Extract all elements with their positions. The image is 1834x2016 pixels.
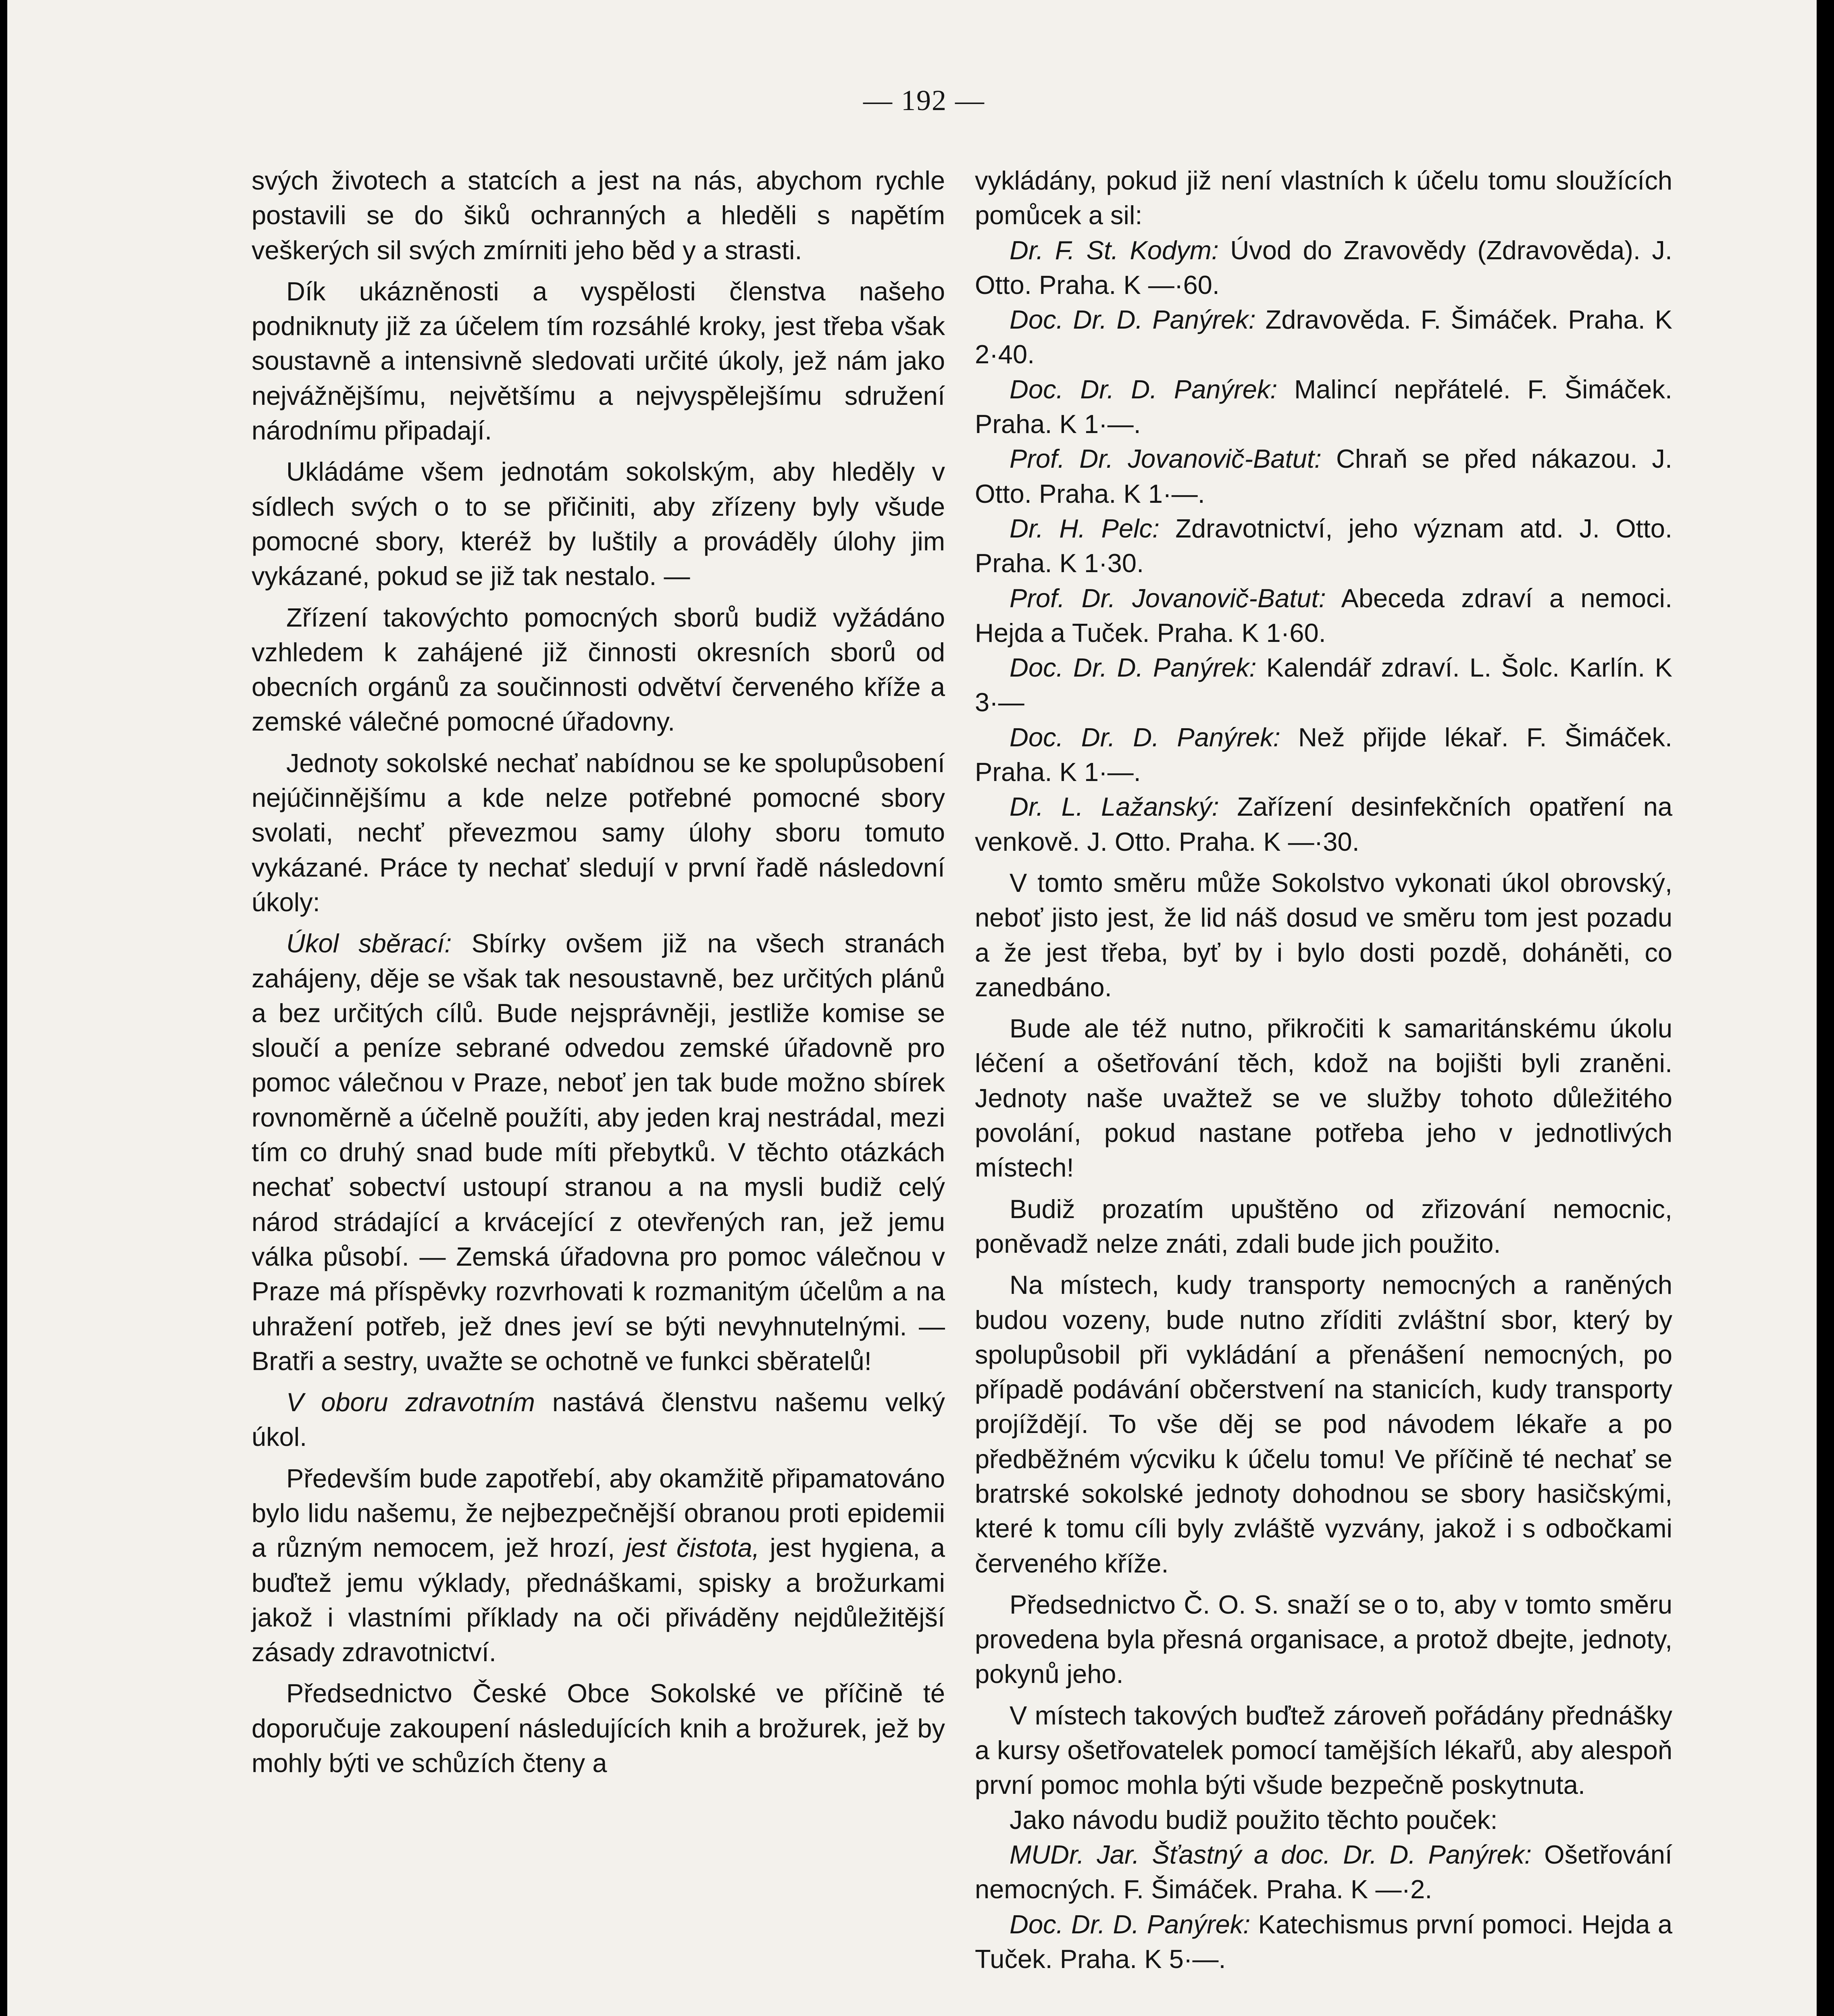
paragraph: Předsednictvo Č. O. S. snaží se o to, aby v tomto směru provedena byla přesná organisace, a protož dbejte, jednoty, pokynů jeho. xyxy=(975,1589,1672,1689)
paragraph xyxy=(252,1385,945,1455)
reference-author: Doc. Dr. D. Panýrek: xyxy=(1010,653,1257,683)
paragraph-text: Sbírky ovšem již na všech stranách zahájeny, děje se však tak nesoustavně, bez určitých plánů a bez určitých cílů. Bude nejsprávněji, jestliže komise se sloučí a peníze sebrané odvedou zemské úřadovně pro pomoc válečnou v Praze, neboť jen tak bude možno sbírek rovnoměrně a účelně použíti, aby jeden kraj nestrádal, mezi tím co druhý snad bude míti přebytků. V těchto otázkách nechať sobectví ustoupí stranou a na mysli budiž celý národ strádající a krvácející z otevřených ran, jež jemu válka působí. — Zemská úřadovna pro pomoc válečnou v Praze má příspěvky rozvrhovati k rozmanitým účelům a na uhražení potřeb, jež dnes jeví se býti nevyhnutelnými. — Bratři a sestry, uvažte se ochotně ve funkci sběratelů! xyxy=(252,929,945,1376)
reference-author: Doc. Dr. D. Panýrek: xyxy=(1010,722,1280,752)
reference-list xyxy=(975,233,1672,859)
paragraph: Budiž prozatím upuštěno od zřizování nemocnic, poněvadž nelze znáti, zdali bude jich použito. xyxy=(975,1194,1672,1258)
reference-author: Doc. Dr. D. Panýrek: xyxy=(1010,374,1278,404)
reference-details: Katechismus první pomoci. Hejda a Tuček. Praha. K 5·—. xyxy=(975,1909,1672,1974)
reference-details: Ošetřování nemocných. F. Šimáček. Praha. K —·2. xyxy=(975,1839,1672,1904)
reference-entry xyxy=(975,372,1672,442)
paragraph: Jako návodu budiž použito těchto pouček: xyxy=(1010,1805,1498,1835)
reference-details: Zařízení desinfekčních opatření na venkově. J. Otto. Praha. K —·30. xyxy=(975,792,1672,856)
reference-author: Prof. Dr. Jovanovič-Batut: xyxy=(1010,583,1326,613)
reference-entry xyxy=(975,302,1672,372)
reference-details: Zdravověda. F. Šimáček. Praha. K 2·40. xyxy=(975,305,1672,369)
reference-author: Doc. Dr. D. Panýrek: xyxy=(1010,305,1256,335)
reference-details: Než přijde lékař. F. Šimáček. Praha. K 1·—. xyxy=(975,722,1672,787)
reference-entry xyxy=(975,1837,1672,1907)
paragraph: Dík ukázněnosti a vyspělosti členstva našeho podniknuty již za účelem tím rozsáhlé kroky, jest třeba však soustavně a intensivně sledovati určité úkoly, jež nám jako nejvážnějšímu, největšímu a nejvyspělejšímu sdružení národnímu připadají. xyxy=(252,276,945,446)
paragraph-text: Především bude zapotřebí, aby okamžitě připamatováno bylo lidu našemu, že nejbezpečnější obranou proti epidemii a různým nemocem, jež hrozí, xyxy=(252,1463,945,1563)
section-lead: V oboru zdravotním xyxy=(286,1387,535,1417)
reference-author: Doc. Dr. D. Panýrek: xyxy=(1010,1909,1251,1939)
reference-entry xyxy=(975,650,1672,720)
reference-list xyxy=(975,1837,1672,1976)
reference-author: MUDr. Jar. Šťastný a doc. Dr. D. Panýrek: xyxy=(1010,1839,1532,1869)
reference-entry xyxy=(975,789,1672,859)
paragraph-text: jest hygiena, a buďtež jemu výklady, přednáškami, spisky a brožurkami jakož i vlastními příklady na oči přiváděny nejdůležitější zásady zdravotnictví. xyxy=(252,1533,945,1667)
scanned-page xyxy=(7,0,1817,2016)
paragraph-text: nastává členstvu našemu velký úkol. xyxy=(252,1387,945,1452)
reference-details: Chraň se před nákazou. J. Otto. Praha. K 1·—. xyxy=(975,444,1672,508)
reference-details: Malincí nepřátelé. F. Šimáček. Praha. K 1·—. xyxy=(975,374,1672,439)
reference-author: Dr. L. Lažanský: xyxy=(1010,792,1219,822)
page-number: — 192 — xyxy=(863,84,985,117)
reference-entry xyxy=(975,233,1672,303)
left-column xyxy=(252,163,945,1781)
reference-author: Dr. H. Pelc: xyxy=(1010,513,1160,543)
reference-entry xyxy=(975,720,1672,790)
reference-entry xyxy=(975,581,1672,651)
reference-author: Dr. F. St. Kodym: xyxy=(1010,235,1219,265)
right-column xyxy=(975,163,1672,1976)
paragraph: V tomto směru může Sokolstvo vykonati úkol obrovský, neboť jisto jest, že lid náš dosud ve směru tom jest pozadu a že jest třeba, byť by i bylo dosti pozdě, doháněti, co zanedbáno. xyxy=(975,868,1672,1002)
reference-author: Prof. Dr. Jovanovič-Batut: xyxy=(1010,444,1322,474)
reference-details: Zdravotnictví, jeho význam atd. J. Otto. Praha. K 1·30. xyxy=(975,513,1673,578)
paragraph: vykládány, pokud již není vlastních k účelu tomu sloužících pomůcek a sil: xyxy=(975,166,1672,230)
reference-entry xyxy=(975,1907,1672,1977)
reference-entry xyxy=(975,511,1672,581)
reference-details: Úvod do Zravovědy (Zdravověda). J. Otto. Praha. K —·60. xyxy=(975,235,1672,300)
paragraph: Bude ale též nutno, přikročiti k samaritánskému úkolu léčení a ošetřování těch, kdož na bojišti byli zraněni. Jednoty naše uvažtež se ve služby tohoto důležitého povolání, pokud nastane potřeba jeho v jednotlivých místech! xyxy=(975,1014,1672,1183)
reference-details: Abeceda zdraví a nemoci. Hejda a Tuček. Praha. K 1·60. xyxy=(975,583,1672,648)
paragraph xyxy=(252,926,945,1379)
paragraph: Na místech, kudy transporty nemocných a raněných budou vozeny, bude nutno zříditi zvláštní sbor, který by spolupůsobil při vykládání a přenášení nemocných, po případě podávání občerstvení na stanicích, kudy transporty projíždějí. To vše děj se pod návodem lékaře a po předběžném výcviku k účelu tomu! Ve příčině té nechať se bratrské sokolské jednoty dohodnou se sbory hasičskými, které k tomu cíli byly zvláště vyzvány, jakož i s odbočkami červeného kříže. xyxy=(975,1270,1672,1578)
emphasis: jest čistota, xyxy=(625,1533,760,1563)
reference-entry xyxy=(975,442,1672,511)
paragraph: V místech takových buďtež zároveň pořádány přednášky a kursy ošetřovatelek pomocí tamějších lékařů, aby alespoň první pomoc mohla býti všude bezpečně poskytnuta. xyxy=(975,1700,1672,1800)
paragraph: svých životech a statcích a jest na nás, abychom rychle postavili se do šiků ochranných a hleděli s napětím veškerých sil svých zmírniti jeho běd y a strasti. xyxy=(252,166,945,265)
section-lead: Úkol sběrací: xyxy=(286,929,452,958)
paragraph xyxy=(252,1461,945,1670)
paragraph: Ukládáme všem jednotám sokolským, aby hleděly v sídlech svých o to se přičiniti, aby zřízeny byly všude pomocné sbory, kteréž by luštily a prováděly úlohy jim vykázané, pokud se již tak nestalo. — xyxy=(252,457,945,591)
reference-details: Kalendář zdraví. L. Šolc. Karlín. K 3·— xyxy=(975,653,1672,717)
paragraph: Jednoty sokolské nechať nabídnou se ke spolupůsobení nejúčinnějšímu a kde nelze potřebné pomocné sbory svolati, nechť převezmou samy úlohy sboru tomuto vykázané. Práce ty nechať sledují v první řadě následovní úkoly: xyxy=(252,748,945,917)
paragraph: Zřízení takovýchto pomocných sborů budiž vyžádáno vzhledem k zahájené již činnosti okresních sborů od obecních orgánů za součinnosti odvětví červeného kříže a zemské válečné pomocné úřadovny. xyxy=(252,602,945,737)
paragraph: Předsednictvo České Obce Sokolské ve příčině té doporučuje zakoupení následujících knih a brožurek, jež by mohly býti ve schůzích čteny a xyxy=(252,1679,945,1778)
